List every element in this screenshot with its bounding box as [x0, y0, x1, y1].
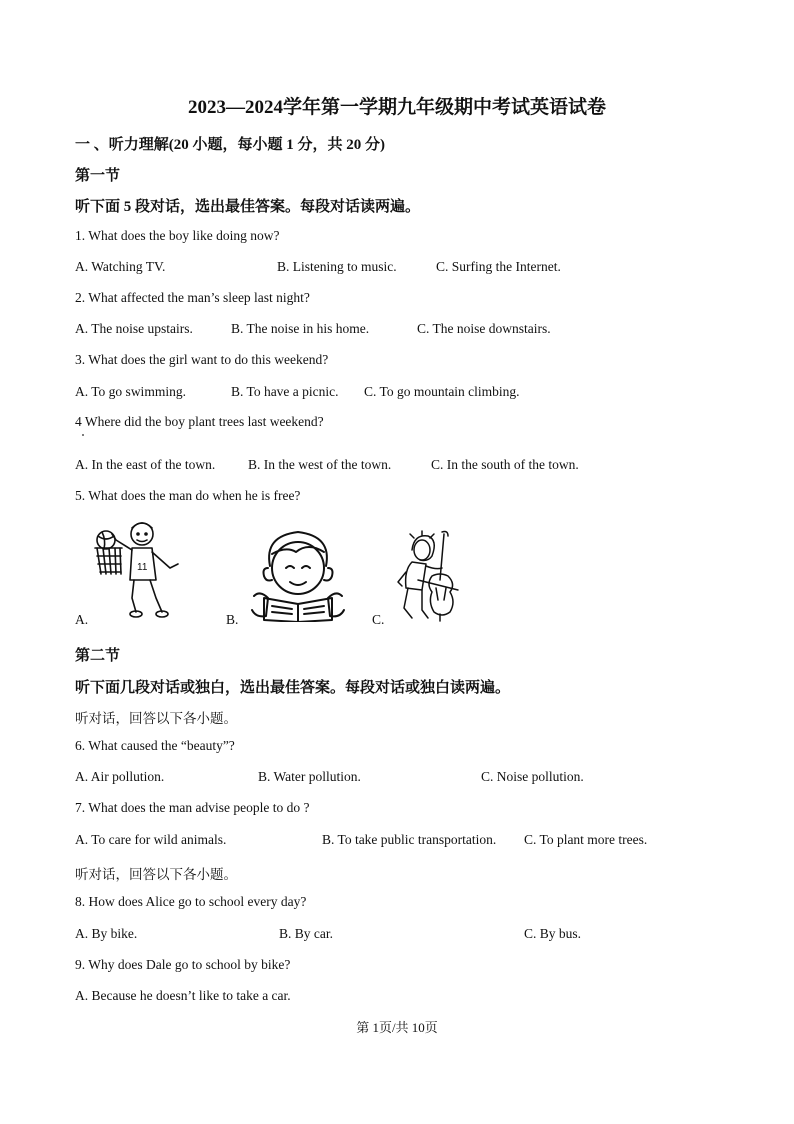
- question-1: 1. What does the boy like doing now?: [75, 228, 280, 243]
- part1-heading: 一 、听力理解(20 小题，每小题 1 分，共 20 分): [75, 137, 385, 153]
- q3-option-b: B. To have a picnic.: [231, 384, 339, 399]
- section2-label: 第二节: [75, 648, 121, 664]
- q6-option-c: C. Noise pollution.: [481, 769, 584, 784]
- q7-option-a: A. To care for wild animals.: [75, 832, 227, 847]
- q2-option-a: A. The noise upstairs.: [75, 321, 193, 336]
- q8-option-b: B. By car.: [279, 926, 333, 941]
- section1-instruction: 听下面 5 段对话，选出最佳答案。每段对话读两遍。: [75, 199, 421, 215]
- section1-label: 第一节: [75, 168, 121, 184]
- q3-option-c: C. To go mountain climbing.: [364, 384, 520, 399]
- q7-option-b: B. To take public transportation.: [322, 832, 497, 847]
- question-2: 2. What affected the man’s sleep last night?: [75, 290, 310, 305]
- q7-option-c: C. To plant more trees.: [524, 832, 648, 847]
- section2-instruction: 听下面几段对话或独白，选出最佳答案。每段对话或独白读两遍。: [75, 680, 511, 696]
- question-7: 7. What does the man advise people to do ?: [75, 800, 310, 815]
- q5-option-b: B.: [226, 612, 239, 627]
- q2-option-b: B. The noise in his home.: [231, 321, 370, 336]
- q1-option-c: C. Surfing the Internet.: [436, 259, 561, 274]
- q8-option-c: C. By bus.: [524, 926, 582, 941]
- stray-dot: [82, 434, 84, 436]
- q4-option-a: A. In the east of the town.: [75, 457, 216, 472]
- question-6: 6. What caused the “beauty”?: [75, 738, 235, 753]
- group-note-1: 听对话，回答以下各小题。: [75, 711, 237, 726]
- q1-option-b: B. Listening to music.: [277, 259, 397, 274]
- question-8: 8. How does Alice go to school every day?: [75, 894, 307, 909]
- q5-option-a: A.: [75, 612, 89, 627]
- boy-reading-icon: [246, 528, 350, 622]
- q1-option-a: A. Watching TV.: [75, 259, 166, 274]
- q3-option-a: A. To go swimming.: [75, 384, 186, 399]
- q6-option-b: B. Water pollution.: [258, 769, 361, 784]
- q9-option-a: A. Because he doesn’t like to take a car.: [75, 988, 291, 1003]
- q2-option-c: C. The noise downstairs.: [417, 321, 551, 336]
- q6-option-a: A. Air pollution.: [75, 769, 165, 784]
- q8-option-a: A. By bike.: [75, 926, 138, 941]
- group-note-2: 听对话，回答以下各小题。: [75, 867, 237, 882]
- question-5: 5. What does the man do when he is free?: [75, 488, 301, 503]
- question-4: 4 Where did the boy plant trees last weekend?: [75, 414, 324, 429]
- q4-option-c: C. In the south of the town.: [431, 457, 579, 472]
- basketball-player-icon: [92, 518, 184, 620]
- svg-text:11: 11: [137, 562, 148, 573]
- page-footer: 第 1页/共 10页: [356, 1020, 438, 1035]
- question-3: 3. What does the girl want to do this weekend?: [75, 352, 329, 367]
- question-9: 9. Why does Dale go to school by bike?: [75, 957, 291, 972]
- q5-option-c: C.: [372, 612, 385, 627]
- cello-player-icon: [392, 530, 466, 622]
- page-title: 2023—2024学年第一学期九年级期中考试英语试卷: [187, 97, 606, 118]
- q4-option-b: B. In the west of the town.: [248, 457, 392, 472]
